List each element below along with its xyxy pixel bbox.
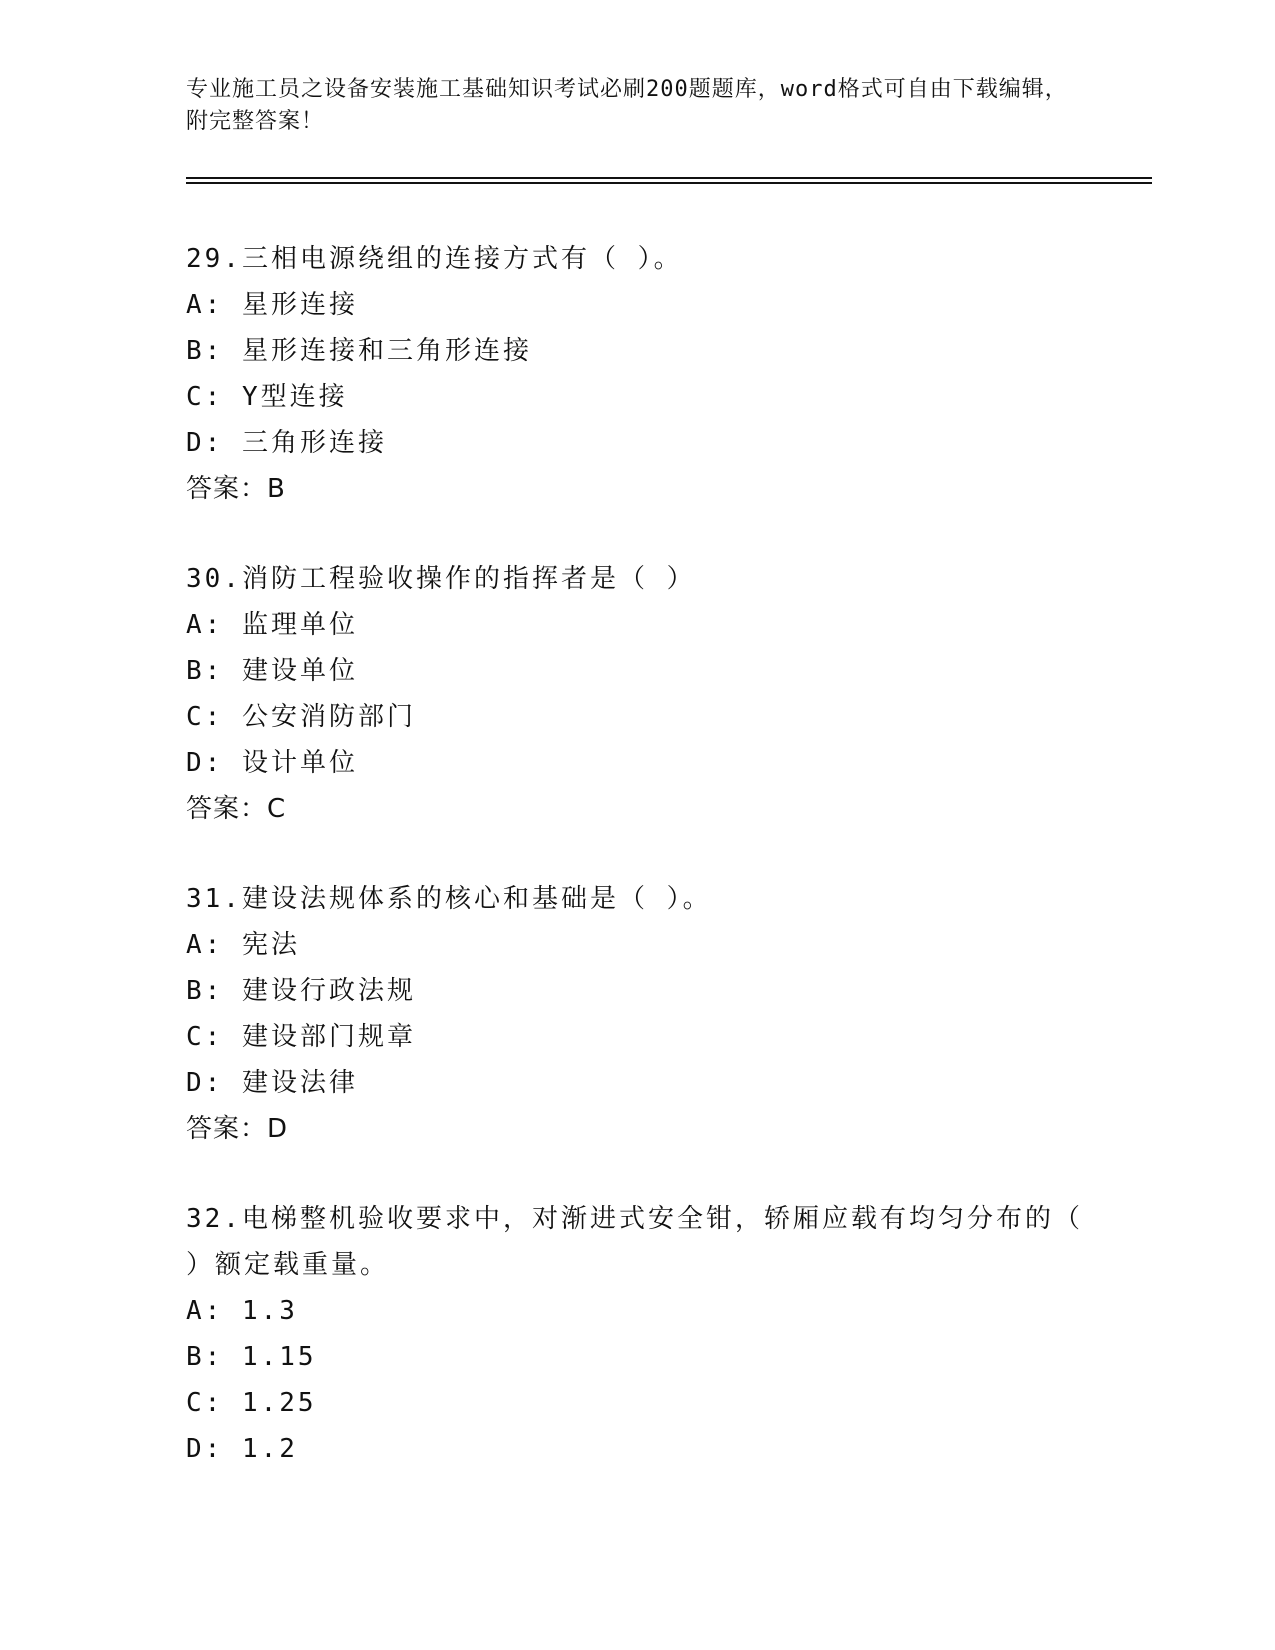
- option-d: D: 三角形连接: [186, 428, 387, 458]
- option-c: C: 建设部门规章: [186, 1022, 416, 1052]
- option-c: C: 1.25: [186, 1388, 317, 1418]
- option-a: A: 监理单位: [186, 610, 358, 640]
- question-29: [186, 236, 1086, 512]
- question-31: [186, 876, 1086, 1152]
- option-a: A: 宪法: [186, 930, 300, 960]
- option-b: B: 建设行政法规: [186, 976, 416, 1006]
- header-divider-bottom: [186, 182, 1152, 184]
- option-c: C: Y型连接: [186, 382, 348, 412]
- question-30: [186, 556, 1086, 832]
- document-header: 专业施工员之设备安装施工基础知识考试必刷200题题库，word格式可自由下载编辑，附完整答案！: [186, 77, 1068, 134]
- option-a: A: 星形连接: [186, 290, 358, 320]
- header-divider-top: [186, 177, 1152, 179]
- question-stem: 31.建设法规体系的核心和基础是（ ）。: [186, 884, 712, 914]
- option-d: D: 建设法律: [186, 1068, 358, 1098]
- option-d: D: 设计单位: [186, 748, 358, 778]
- question-32: [186, 1196, 1086, 1472]
- question-stem: 29.三相电源绕组的连接方式有（ ）。: [186, 244, 683, 274]
- answer: 答案：B: [186, 474, 286, 504]
- option-b: B: 建设单位: [186, 656, 358, 686]
- answer: 答案：C: [186, 794, 287, 824]
- question-stem: 30.消防工程验收操作的指挥者是（ ）: [186, 564, 696, 594]
- option-d: D: 1.2: [186, 1434, 298, 1464]
- question-stem: 32.电梯整机验收要求中，对渐进式安全钳，轿厢应载有均匀分布的（ ）额定载重量。: [186, 1204, 1083, 1280]
- option-b: B: 1.15: [186, 1342, 317, 1372]
- option-b: B: 星形连接和三角形连接: [186, 336, 532, 366]
- answer: 答案：D: [186, 1114, 289, 1144]
- option-a: A: 1.3: [186, 1296, 298, 1326]
- option-c: C: 公安消防部门: [186, 702, 416, 732]
